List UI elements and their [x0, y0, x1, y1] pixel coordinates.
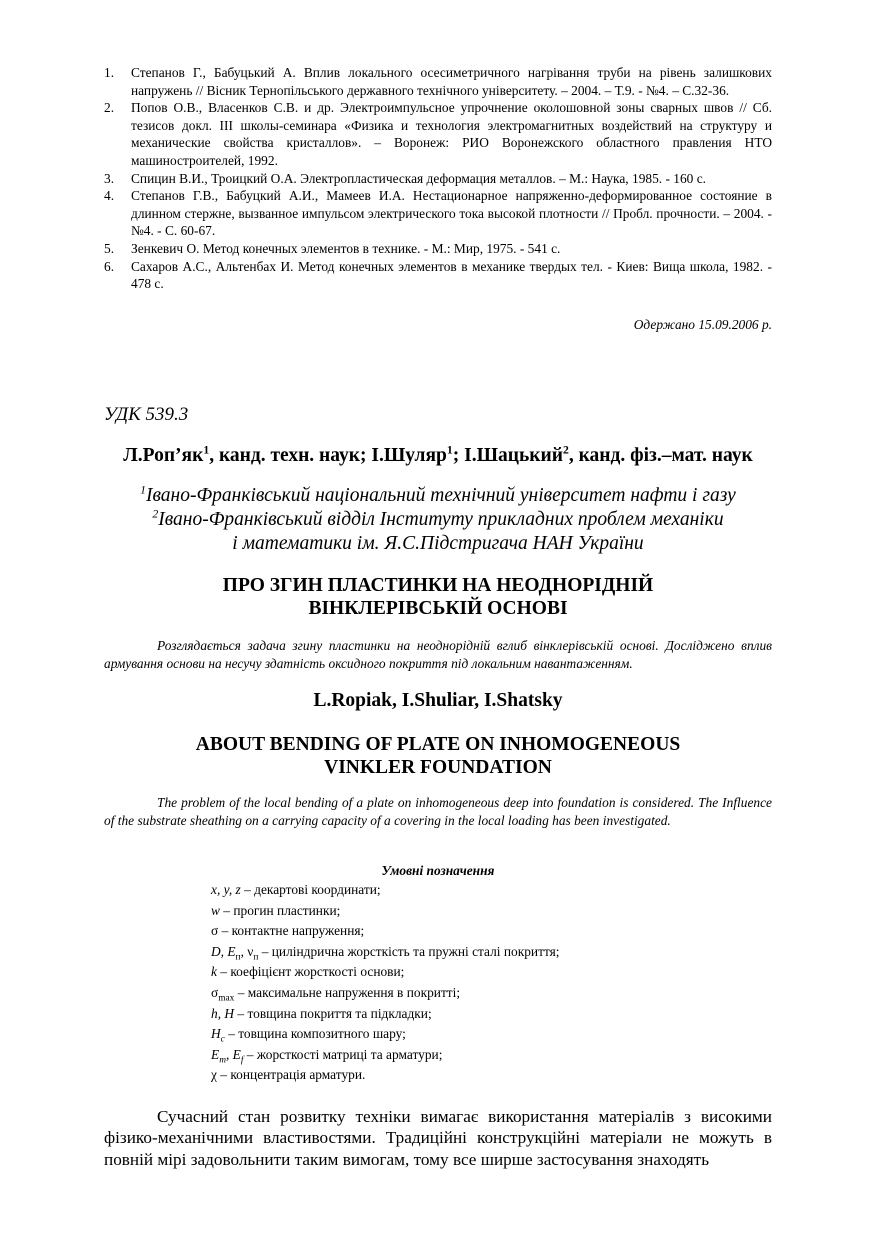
affiliation-mark: 1	[446, 443, 453, 457]
abstract-en: The problem of the local bending of a plate on inhomogeneous deep into foundation is considered. The Influence of the substrate sheathing on a carrying capacity of a covering in the local loading has been investigated.	[104, 795, 772, 828]
reference-number: 2.	[104, 100, 115, 116]
affiliation-text: Івано-Франківський відділ Інституту прикладних проблем механіки	[158, 509, 724, 530]
notation-desc: – жорсткості матриці та арматури;	[243, 1046, 443, 1062]
notation-desc: – циліндрична жорсткість та пружні сталі покриття;	[258, 943, 560, 959]
authors-ua	[104, 445, 772, 467]
author-degree: , канд. техн. наук;	[209, 445, 372, 466]
notation-symbol: H	[211, 1026, 221, 1042]
author-name: І.Шацький	[464, 445, 563, 466]
affiliation-line	[104, 508, 772, 532]
reference-number: 6.	[104, 258, 115, 274]
notation-symbol: w	[211, 902, 220, 918]
notation-symbol: x, y, z	[211, 882, 241, 897]
abstract-ua: Розглядається задача згину пластинки на неоднорідній вглиб вінклерівській основі. Досліджено вплив армування основи на несучу здатність оксидного покриття під локальним навантаженням.	[104, 638, 772, 671]
title-line: ВІНКЛЕРІВСЬКІЙ ОСНОВІ	[308, 598, 568, 619]
notation-desc: – концентрація арматури.	[216, 1067, 366, 1083]
received-date: Одержано 15.09.2006 р.	[633, 317, 772, 332]
notation-item	[211, 921, 560, 942]
reference-number: 4.	[104, 188, 115, 204]
affiliation-line: і математики ім. Я.С.Підстригача НАН України	[232, 533, 644, 554]
notation-symbol: σ	[211, 923, 219, 939]
reference-text: Попов О.В., Власенков С.В. и др. Электроимпульсное упрочнение околошовной зоны сварных швов // Сб. тезисов докл. III школы-семинара «Физика и технология электромагнитных воздействий на структуру и механические свойства кристаллов». – Воронеж: РИО Воронежского областного правления НТО машиностроителей, 1992.	[131, 100, 772, 168]
reference-item	[104, 240, 772, 258]
notation-subscript: m	[219, 1055, 226, 1066]
notation-subscript: f	[240, 1055, 244, 1066]
notation-desc: – контактне напруження;	[218, 923, 365, 939]
reference-text: Сахаров А.С., Альтенбах И. Метод конечных элементов в механике твердых тел. - Киев: Вища школа, 1982. - 478 с.	[131, 258, 772, 292]
reference-text: Спицин В.И., Троицкий О.А. Электропластическая деформация металлов. – М.: Наука, 1985. - 160 с.	[131, 170, 707, 186]
reference-text: Степанов Г., Бабуцький А. Вплив локального осесиметричного нагрівання труби на рівень залишкових напружень // Вісник Тернопільського державного технічного університету. – 2004. – Т.9. - №4. – С.32-36.	[131, 65, 772, 98]
notation-symbol: χ	[211, 1067, 217, 1083]
reference-text: Степанов Г.В., Бабуцкий А.И., Мамеев И.А. Нестационарное напряженно-деформированное состояние в длинном стержне, вызванное импульсом электрического тока высокой плотности // Пробл. прочности. – 2004. - №4. - С. 60-67.	[131, 188, 772, 239]
notation-symbol: E	[211, 1046, 220, 1062]
affiliation-text: Івано-Франківський національний технічний університет нафти і газу	[145, 485, 736, 506]
notation-symbol: k	[211, 964, 217, 980]
notation-item	[211, 1024, 560, 1045]
reference-item	[104, 64, 772, 99]
reference-list	[104, 64, 772, 293]
notation-desc: – максимальне напруження в покритті;	[234, 984, 461, 1000]
paper-title-en	[104, 733, 772, 779]
notation-symbol: , E	[225, 1046, 241, 1062]
notation-desc: – товщина композитного шару;	[224, 1026, 406, 1042]
notation-heading: Умовні позначення	[381, 863, 495, 878]
notation-subscript: п	[235, 952, 241, 963]
notation-desc: – декартові координати;	[240, 882, 381, 897]
notation-item	[211, 1004, 560, 1025]
notation-item	[211, 1045, 560, 1066]
notation-symbol: h, H	[211, 1005, 235, 1021]
affiliations	[104, 484, 772, 556]
title-line: ПРО ЗГИН ПЛАСТИНКИ НА НЕОДНОРІДНІЙ	[222, 575, 654, 596]
notation-item	[211, 942, 560, 963]
reference-item	[104, 99, 772, 169]
reference-item	[104, 170, 772, 188]
notation-item	[211, 983, 560, 1004]
affiliation-mark: 2	[563, 443, 569, 457]
notation-symbol: , E	[220, 943, 236, 959]
notation-desc: – коефіцієнт жорсткості основи;	[216, 964, 405, 980]
author-degree: , канд. фіз.–мат. наук	[568, 445, 753, 466]
title-line: VINKLER FOUNDATION	[324, 757, 552, 778]
notation-desc: – товщина покриття та підкладки;	[234, 1005, 432, 1021]
notation-list	[211, 880, 560, 1086]
reference-item	[104, 187, 772, 240]
authors-en: L.Ropiak, I.Shuliar, I.Shatsky	[313, 690, 563, 711]
author-name: І.Шуляр	[371, 445, 447, 466]
reference-number: 1.	[104, 65, 115, 80]
notation-subscript: c	[220, 1034, 225, 1045]
paper-title-ua	[104, 574, 772, 620]
notation-item	[211, 880, 560, 901]
reference-number: 3.	[104, 170, 115, 186]
notation-item	[211, 962, 560, 983]
notation-item	[211, 901, 560, 922]
reference-text: Зенкевич О. Метод конечных элементов в технике. - М.: Мир, 1975. - 541 с.	[131, 240, 561, 256]
notation-symbol: σ	[211, 984, 219, 1000]
udk-code: УДК 539.3	[104, 404, 189, 425]
notation-desc: – прогин пластинки;	[219, 902, 341, 918]
body-paragraph: Сучасний стан розвитку техніки вимагає використання матеріалів з високими фізико-механічними властивостями. Традиційні конструкційні матеріали не можуть в повній мірі задовольнити таким вимогам, тому все ширше застосування знаходять	[104, 1107, 772, 1169]
reference-number: 5.	[104, 240, 115, 256]
author-name: Л.Роп’як	[123, 445, 204, 466]
author-separator: ;	[452, 445, 465, 466]
notation-subscript: п	[253, 952, 259, 963]
reference-item	[104, 258, 772, 293]
affiliation-mark: 2	[152, 507, 159, 521]
notation-subscript: max	[218, 993, 235, 1004]
affiliation-line	[104, 484, 772, 508]
notation-symbol: D	[211, 943, 221, 959]
notation-item	[211, 1065, 560, 1086]
affiliation-mark: 1	[140, 483, 146, 497]
title-line: ABOUT BENDING OF PLATE ON INHOMOGENEOUS	[195, 734, 681, 755]
notation-symbol: , ν	[240, 943, 254, 959]
affiliation-mark: 1	[203, 443, 210, 457]
